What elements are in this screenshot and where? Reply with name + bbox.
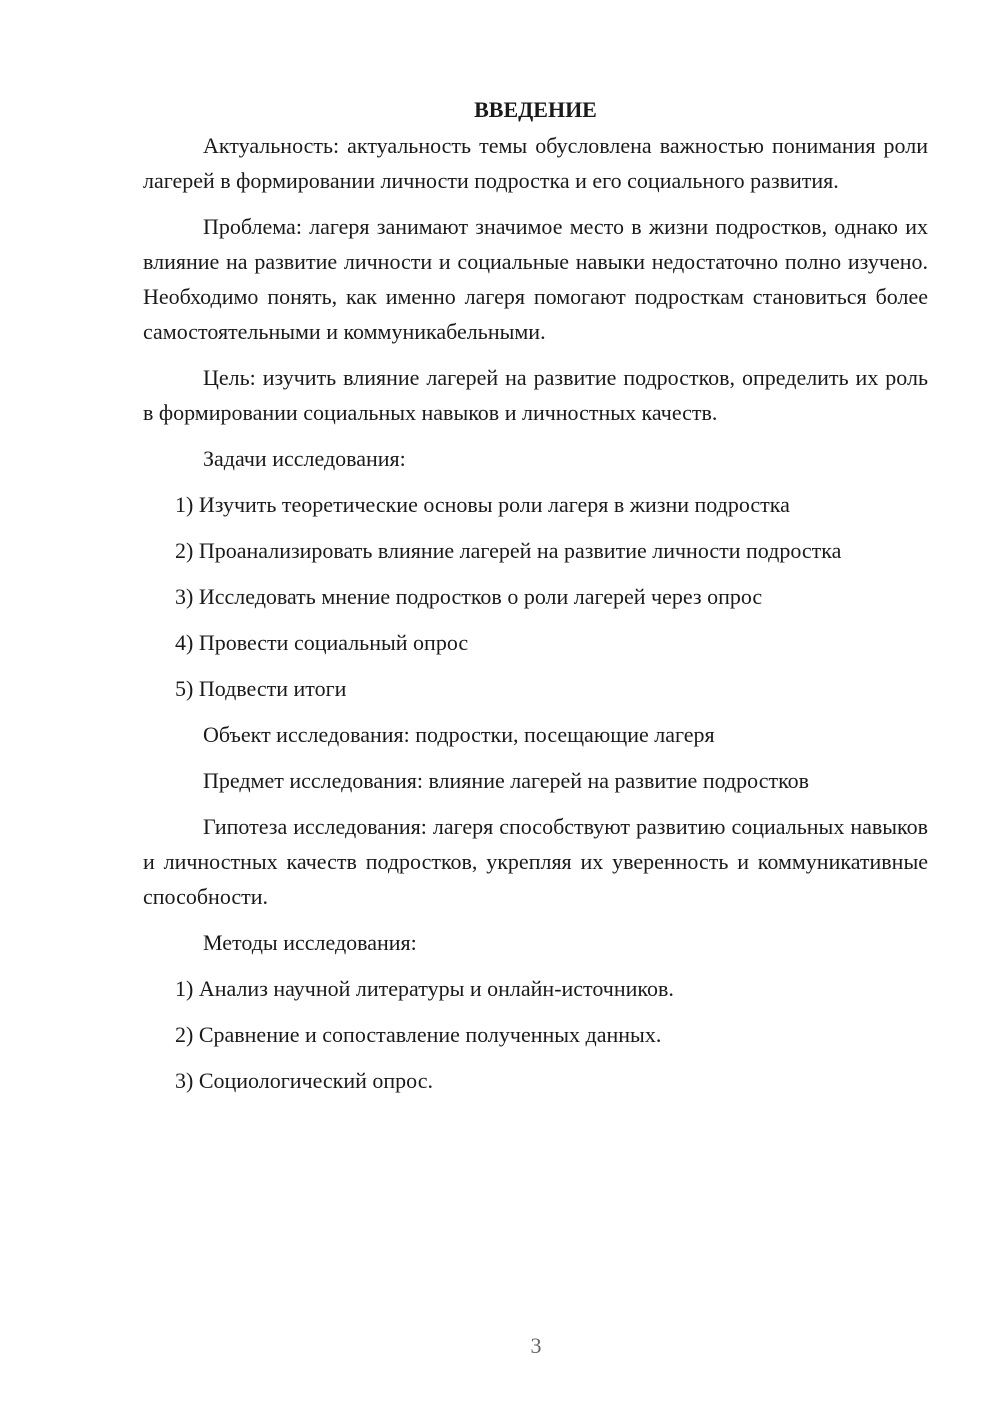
task-item-3: 3) Исследовать мнение подростков о роли лагерей через опрос <box>175 584 763 609</box>
page-number: 3 <box>530 1333 542 1358</box>
document-body <box>143 92 928 1109</box>
research-hypothesis: Гипотеза исследования: лагеря способствуют развитию социальных навыков и личностных качеств подростков, укрепляя их уверенность и коммуникативные способности. <box>143 814 928 909</box>
goal-paragraph: Цель: изучить влияние лагерей на развитие подростков, определить их роль в формировании социальных навыков и личностных качеств. <box>143 365 928 425</box>
tasks-heading: Задачи исследования: <box>203 446 406 471</box>
method-item-1: 1) Анализ научной литературы и онлайн-источников. <box>175 976 674 1001</box>
task-item-2: 2) Проанализировать влияние лагерей на развитие личности подростка <box>175 538 842 563</box>
research-object: Объект исследования: подростки, посещающие лагеря <box>203 722 715 747</box>
relevance-paragraph: Актуальность: актуальность темы обусловлена важностью понимания роли лагерей в формировании личности подростка и его социального развития. <box>143 133 928 193</box>
method-item-3: 3) Социологический опрос. <box>175 1068 433 1093</box>
task-item-1: 1) Изучить теоретические основы роли лагеря в жизни подростка <box>175 492 790 517</box>
section-title: ВВЕДЕНИЕ <box>474 97 597 122</box>
methods-heading: Методы исследования: <box>203 930 417 955</box>
problem-paragraph: Проблема: лагеря занимают значимое место в жизни подростков, однако их влияние на развитие личности и социальные навыки недостаточно полно изучено. Необходимо понять, как именно лагеря помогают подросткам становиться более самостоятельными и коммуникабельными. <box>143 214 928 344</box>
task-item-5: 5) Подвести итоги <box>175 676 347 701</box>
method-item-2: 2) Сравнение и сопоставление полученных данных. <box>175 1022 662 1047</box>
research-subject: Предмет исследования: влияние лагерей на развитие подростков <box>203 768 810 793</box>
task-item-4: 4) Провести социальный опрос <box>175 630 469 655</box>
